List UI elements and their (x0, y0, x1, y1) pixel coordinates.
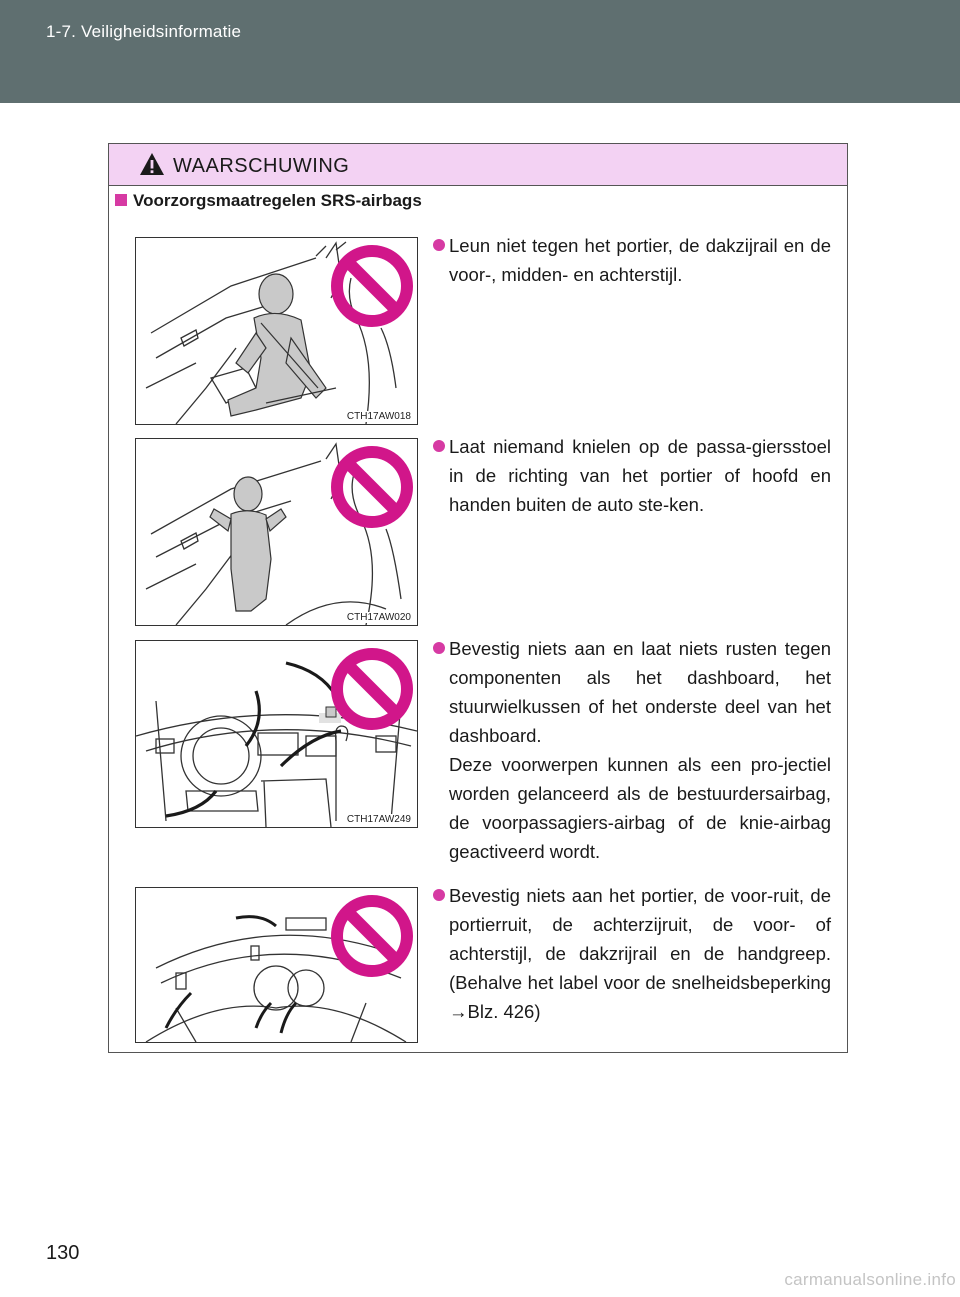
illustration-interior-objects (136, 888, 417, 1042)
warning-header (109, 144, 847, 186)
section-title: 1-7. Veiligheidsinformatie (46, 22, 242, 41)
item-text: Leun niet tegen het portier, de dakzijrail en de voor-, midden- en achterstijl. (449, 235, 831, 285)
warning-item-1 (433, 231, 831, 289)
prohibition-sign-icon (337, 251, 407, 321)
bullet-dot-icon (433, 440, 445, 452)
figure-code: CTH17AW249 (346, 814, 411, 825)
warning-item-3 (433, 634, 831, 866)
bullet-dot-icon (433, 239, 445, 251)
warning-subheading (115, 191, 422, 211)
subheading-text: Voorzorgsmaatregelen SRS-airbags (133, 191, 422, 210)
warning-box (108, 143, 848, 1053)
page-header (0, 0, 960, 103)
prohibition-sign-icon (337, 452, 407, 522)
warning-title: WAARSCHUWING (173, 155, 350, 177)
item-text: Bevestig niets aan het portier, de voor-ruit, de portierruit, de achterzijruit, de voor- of achterstijl, de dakzrijrail en de handgreep. (Behalve het label voor de snelheidsbeperking →Blz. 426) (449, 885, 831, 1022)
warning-item-4 (433, 881, 831, 1026)
figure-dashboard (135, 640, 418, 828)
page-number: 130 (46, 1242, 80, 1264)
illustration-person-leaning-door (136, 238, 417, 424)
illustration-kneeling-passenger (136, 439, 417, 625)
figure-interior (135, 887, 418, 1043)
figure-lean-door (135, 237, 418, 425)
warning-triangle-icon (139, 152, 165, 176)
figure-kneeling-passenger (135, 438, 418, 626)
prohibition-sign-icon (337, 654, 407, 724)
prohibition-sign-icon (337, 901, 407, 971)
bullet-dot-icon (433, 889, 445, 901)
bullet-dot-icon (433, 642, 445, 654)
warning-item-2 (433, 432, 831, 519)
figure-code: CTH17AW020 (346, 612, 411, 623)
item-text: Laat niemand knielen op de passa-giersstoel in de richting van het portier of hoofd en handen buiten de auto ste-ken. (449, 436, 831, 515)
square-bullet-icon (115, 194, 127, 206)
illustration-dashboard-objects (136, 641, 417, 827)
figure-code: CTH17AW018 (346, 411, 411, 422)
watermark: carmanualsonline.info (784, 1270, 956, 1289)
item-text: Bevestig niets aan en laat niets rusten tegen componenten als het dashboard, het stuurwielkussen of het onderste deel van het dashboard. (449, 638, 831, 746)
item-text-continuation: Deze voorwerpen kunnen als een pro-jectiel worden gelanceerd als de bestuurdersairbag, de voorpassagiers-airbag of de knie-airbag geactiveerd wordt. (449, 754, 831, 862)
